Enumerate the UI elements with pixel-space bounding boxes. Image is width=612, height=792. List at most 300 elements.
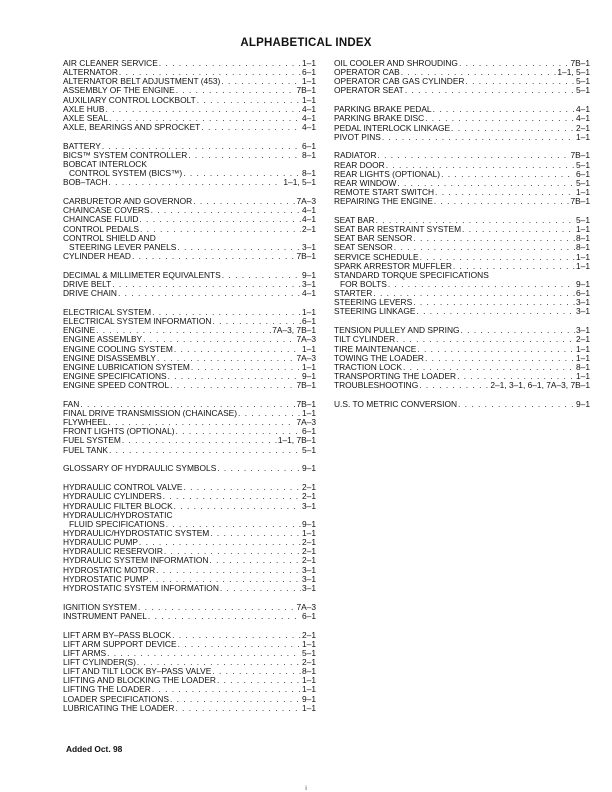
dot-leader bbox=[376, 216, 575, 225]
index-entry-page: 5–1 bbox=[576, 77, 590, 87]
index-entry-page: 7A–3 bbox=[296, 197, 316, 207]
index-entry-page: 8–1 bbox=[576, 234, 590, 244]
index-entry-label: LIFT ARM SUPPORT DEVICE bbox=[63, 639, 177, 649]
index-entry-page: 2–1 bbox=[576, 335, 590, 345]
dot-leader bbox=[191, 363, 301, 372]
page-title: ALPHABETICAL INDEX bbox=[240, 37, 372, 49]
index-entry-label: SEAT BAR SENSOR bbox=[334, 234, 413, 244]
index-entry-label: AUXILIARY CONTROL LOCKBOLT bbox=[63, 95, 196, 105]
index-entry-label: HYDRAULIC CONTROL VALVE bbox=[63, 483, 183, 493]
index-entry bbox=[63, 289, 316, 298]
index-entry-label: U.S. TO METRIC CONVERSION bbox=[334, 399, 458, 409]
index-entry-page: 3–1 bbox=[576, 307, 590, 317]
dot-leader bbox=[378, 152, 570, 161]
index-entry bbox=[63, 502, 316, 511]
dot-leader bbox=[417, 345, 575, 354]
dot-leader bbox=[178, 640, 301, 649]
dot-leader bbox=[164, 547, 301, 556]
index-entry-label: FOR BOLTS bbox=[340, 280, 387, 289]
index-entry-label: STANDARD TORQUE SPECIFICATIONS bbox=[334, 270, 489, 280]
index-entry bbox=[63, 556, 316, 565]
index-entry-label: TRACTION LOCK bbox=[334, 362, 402, 372]
index-entry-label: STEERING LINKAGE bbox=[334, 307, 416, 317]
index-entry-label: AIR CLEANER SERVICE bbox=[63, 59, 158, 68]
index-entry-page: 7B–1 bbox=[570, 197, 590, 207]
dot-leader bbox=[80, 400, 295, 409]
index-entry-label: DRIVE BELT bbox=[63, 280, 112, 289]
index-letter-group bbox=[63, 142, 316, 188]
index-entry bbox=[63, 308, 316, 317]
index-entry-label: HYDRAULIC FILTER BLOCK bbox=[63, 501, 173, 511]
dot-leader bbox=[183, 483, 301, 492]
dot-leader bbox=[157, 354, 296, 363]
index-entry-page: 1–1 bbox=[302, 307, 316, 317]
index-entry-label: CONTROL SYSTEM (BICS™) bbox=[69, 169, 183, 179]
index-entry-page: 4–1 bbox=[302, 113, 316, 123]
index-entry-label: FLUID SPECIFICATIONS bbox=[69, 519, 165, 529]
index-entry-page: 1–1 bbox=[302, 639, 316, 649]
index-entry bbox=[63, 225, 316, 234]
index-entry bbox=[63, 280, 316, 289]
index-entry bbox=[63, 464, 316, 473]
index-entry bbox=[63, 169, 316, 178]
dot-leader bbox=[434, 197, 570, 206]
index-entry-page: 8–1 bbox=[576, 362, 590, 372]
index-entry-label: ALTERNATOR bbox=[63, 68, 118, 78]
index-entry-page: 7A–3 bbox=[296, 335, 316, 345]
index-entry-label: FAN bbox=[63, 399, 80, 409]
dot-leader bbox=[419, 381, 489, 390]
index-entry-label: ENGINE ASSEMLBY bbox=[63, 335, 143, 345]
dot-leader bbox=[461, 326, 576, 335]
index-entry-label: LIFTING AND BLOCKING THE LOADER bbox=[63, 676, 216, 686]
index-entry-label: STARTER bbox=[334, 289, 373, 299]
index-entry bbox=[334, 188, 590, 197]
dot-leader bbox=[413, 298, 575, 307]
index-entry bbox=[334, 179, 590, 188]
dot-leader bbox=[396, 335, 575, 344]
index-entry-page: 7B–1 bbox=[296, 381, 316, 391]
index-entry-page: 5–1 bbox=[576, 86, 590, 96]
index-entry-page: 7B–1 bbox=[296, 252, 316, 262]
dot-leader bbox=[382, 133, 575, 142]
index-entry bbox=[334, 86, 590, 95]
index-entry-label: CHAINCASE COVERS bbox=[63, 206, 150, 216]
index-entry-page: 1–1 bbox=[576, 344, 590, 354]
index-entry bbox=[63, 96, 316, 105]
dot-leader bbox=[201, 123, 301, 132]
index-entry-page: 2–1 bbox=[302, 492, 316, 502]
index-entry-page: 7B–1 bbox=[296, 86, 316, 96]
index-entry bbox=[334, 363, 590, 372]
index-entry-page: 2–1 bbox=[302, 483, 316, 493]
index-entry bbox=[63, 658, 316, 667]
index-entry-page: 1–1, 5–1 bbox=[557, 68, 590, 78]
dot-leader bbox=[217, 464, 301, 473]
index-letter-group bbox=[334, 326, 590, 390]
dot-leader bbox=[462, 225, 575, 234]
index-entry bbox=[334, 133, 590, 142]
index-entry-label: IGNITION SYSTEM bbox=[63, 602, 137, 612]
index-column-right bbox=[334, 59, 590, 419]
dot-leader bbox=[435, 188, 575, 197]
index-entry-page: 1–1 bbox=[576, 252, 590, 262]
index-entry-label: PARKING BRAKE DISC bbox=[334, 114, 425, 124]
dot-leader bbox=[168, 372, 301, 381]
index-entry-label: HYDRAULIC PUMP bbox=[63, 538, 138, 548]
index-entry-label: AXLE, BEARINGS AND SPROCKET bbox=[63, 122, 201, 132]
index-entry-page: 9–1 bbox=[576, 399, 590, 409]
index-entry-label: BATTERY bbox=[63, 141, 101, 151]
dot-leader bbox=[401, 68, 557, 77]
index-entry-label: DECIMAL & MILLIMETER EQUIVALENTS bbox=[63, 270, 221, 280]
index-entry-label: HYDROSTATIC MOTOR bbox=[63, 565, 156, 575]
index-entry bbox=[63, 631, 316, 640]
index-entry-label: ASSEMBLY OF THE ENGINE bbox=[63, 86, 175, 96]
index-entry bbox=[63, 215, 316, 224]
index-entry-page: 3–1 bbox=[302, 583, 316, 593]
index-entry-label: SPARK ARRESTOR MUFFLER bbox=[334, 261, 452, 271]
dot-leader bbox=[222, 271, 301, 280]
index-entry-page: 1–1 bbox=[576, 225, 590, 235]
dot-leader bbox=[453, 262, 575, 271]
dot-leader bbox=[109, 178, 283, 187]
index-column-left bbox=[63, 59, 316, 723]
index-entry bbox=[334, 271, 590, 280]
dot-leader bbox=[138, 603, 295, 612]
index-entry bbox=[334, 253, 590, 262]
index-entry bbox=[334, 114, 590, 123]
index-entry bbox=[334, 68, 590, 77]
dot-leader bbox=[373, 289, 575, 298]
dot-leader bbox=[416, 307, 575, 316]
dot-leader bbox=[238, 409, 301, 418]
index-entry bbox=[63, 584, 316, 593]
index-entry-page: 6–1 bbox=[576, 289, 590, 299]
index-letter-group bbox=[63, 197, 316, 261]
index-entry-page: 8–1 bbox=[302, 169, 316, 179]
index-entry bbox=[63, 354, 316, 363]
index-entry-label: SERVICE SCHEDULE bbox=[334, 252, 419, 262]
dot-leader bbox=[458, 400, 575, 409]
index-entry-label: ENGINE DISASSEMBLY bbox=[63, 353, 156, 363]
dot-leader bbox=[176, 86, 296, 95]
index-entry bbox=[63, 695, 316, 704]
index-entry-page: 9–1 bbox=[302, 519, 316, 529]
dot-leader bbox=[109, 446, 301, 455]
index-letter-group bbox=[334, 400, 590, 409]
index-entry bbox=[63, 197, 316, 206]
index-letter-group bbox=[63, 271, 316, 298]
index-entry-label: TILT CYLINDER bbox=[334, 335, 396, 345]
index-entry bbox=[63, 142, 316, 151]
index-entry-page: 8–1 bbox=[576, 243, 590, 253]
dot-leader bbox=[441, 170, 575, 179]
index-entry bbox=[63, 704, 316, 713]
index-entry bbox=[334, 170, 590, 179]
dot-leader bbox=[177, 243, 301, 252]
index-entry-page: 9–1 bbox=[576, 280, 590, 289]
index-entry-label: TRANSPORTING THE LOADER bbox=[334, 371, 457, 381]
dot-leader bbox=[457, 372, 575, 381]
index-entry bbox=[63, 520, 316, 529]
index-entry-label: TIRE MAINTENANCE bbox=[334, 344, 417, 354]
index-entry bbox=[63, 566, 316, 575]
dot-leader bbox=[212, 667, 301, 676]
index-entry bbox=[334, 289, 590, 298]
index-entry-label: HYDRAULIC/HYDROSTATIC bbox=[63, 510, 173, 520]
index-entry-page: 7A–3 bbox=[296, 353, 316, 363]
dot-leader bbox=[220, 584, 301, 593]
index-entry-label: FRONT LIGHTS (OPTIONAL) bbox=[63, 427, 175, 437]
index-entry-label: ENGINE COOLING SYSTEM bbox=[63, 344, 173, 354]
index-entry-page: 2–1 bbox=[302, 630, 316, 640]
dot-leader bbox=[197, 96, 301, 105]
index-entry bbox=[63, 271, 316, 280]
index-entry bbox=[63, 372, 316, 381]
dot-leader bbox=[405, 86, 575, 95]
index-entry-page: 5–1 bbox=[302, 648, 316, 658]
dot-leader bbox=[109, 114, 301, 123]
index-entry-label: LIFT AND TILT LOCK BY–PASS VALVE bbox=[63, 667, 212, 677]
dot-leader bbox=[152, 308, 301, 317]
index-entry-label: PEDAL INTERLOCK LINKAGE bbox=[334, 123, 451, 133]
index-entry-page: 1–1 bbox=[576, 371, 590, 381]
index-entry-label: SEAT BAR bbox=[334, 216, 375, 226]
index-entry bbox=[63, 363, 316, 372]
index-entry bbox=[63, 418, 316, 427]
footer-note: Added Oct. 98 bbox=[66, 744, 123, 754]
index-entry bbox=[334, 298, 590, 307]
index-entry-page: 6–1 bbox=[302, 427, 316, 437]
dot-leader bbox=[112, 280, 301, 289]
index-entry-page: 4–1 bbox=[302, 289, 316, 299]
index-entry-page: 1–1 bbox=[576, 261, 590, 271]
index-entry-label: LUBRICATING THE LOADER bbox=[63, 703, 175, 713]
dot-leader bbox=[403, 363, 575, 372]
index-entry-page: 2–1 bbox=[302, 556, 316, 566]
index-entry bbox=[334, 354, 590, 363]
index-entry-label: RADIATOR bbox=[334, 151, 377, 161]
index-entry bbox=[63, 667, 316, 676]
index-entry-label: LIFT ARMS bbox=[63, 648, 107, 658]
dot-leader bbox=[451, 124, 575, 133]
index-entry-label: HYDRAULIC SYSTEM INFORMATION bbox=[63, 556, 209, 566]
dot-leader bbox=[425, 114, 575, 123]
index-entry-label: TENSION PULLEY AND SPRING bbox=[334, 326, 460, 336]
dot-leader bbox=[109, 418, 296, 427]
index-entry-label: LIFT ARM BY–PASS BLOCK bbox=[63, 630, 172, 640]
index-entry-label: FUEL SYSTEM bbox=[63, 436, 121, 446]
dot-leader bbox=[217, 676, 301, 685]
index-entry bbox=[63, 483, 316, 492]
dot-leader bbox=[210, 556, 302, 565]
index-entry-page: 5–1 bbox=[576, 178, 590, 188]
index-entry bbox=[63, 676, 316, 685]
dot-leader bbox=[170, 695, 301, 704]
dot-leader bbox=[174, 345, 301, 354]
index-entry-page: 1–1 bbox=[576, 353, 590, 363]
index-entry-page: 1–1 bbox=[302, 703, 316, 713]
index-entry bbox=[63, 234, 316, 243]
index-letter-group bbox=[63, 59, 316, 132]
index-entry-label: SEAT BAR RESTRAINT SYSTEM bbox=[334, 225, 462, 235]
index-entry bbox=[63, 243, 316, 252]
index-entry bbox=[63, 437, 316, 446]
index-entry bbox=[63, 345, 316, 354]
index-entry bbox=[63, 381, 316, 390]
index-entry-page: 7A–3 bbox=[296, 602, 316, 612]
index-entry bbox=[63, 511, 316, 520]
dot-leader bbox=[397, 179, 575, 188]
index-entry-page: 4–1 bbox=[302, 215, 316, 225]
index-entry-label: OPERATOR SEAT bbox=[334, 86, 404, 96]
index-entry-label: ENGINE LUBRICATION SYSTEM bbox=[63, 362, 190, 372]
index-entry-page: 1–1 bbox=[576, 188, 590, 198]
index-entry-page: 2–1 bbox=[576, 123, 590, 133]
index-letter-group bbox=[63, 308, 316, 390]
index-entry-page: 3–1 bbox=[302, 565, 316, 575]
index-entry-page: 3–1 bbox=[576, 326, 590, 336]
index-entry-page: 3–1 bbox=[302, 280, 316, 289]
dot-leader bbox=[118, 289, 301, 298]
index-entry-page: 1–1 bbox=[302, 95, 316, 105]
index-entry-label: STEERING LEVERS bbox=[334, 298, 413, 308]
dot-leader bbox=[425, 354, 575, 363]
dot-leader bbox=[149, 575, 301, 584]
index-entry bbox=[334, 243, 590, 252]
index-entry-label: OPERATOR CAB bbox=[334, 68, 400, 78]
index-letter-group bbox=[63, 464, 316, 473]
index-entry-page: 1–1, 5–1 bbox=[283, 178, 316, 188]
dot-leader bbox=[139, 215, 301, 224]
dot-leader bbox=[210, 529, 301, 538]
index-entry bbox=[334, 345, 590, 354]
index-entry bbox=[334, 124, 590, 133]
index-entry-page: 7B–1 bbox=[570, 151, 590, 161]
dot-leader bbox=[143, 335, 295, 344]
index-letter-group bbox=[63, 603, 316, 621]
dot-leader bbox=[170, 381, 295, 390]
index-entry bbox=[63, 409, 316, 418]
dot-leader bbox=[105, 105, 301, 114]
index-entry-page: 9–1 bbox=[302, 270, 316, 280]
dot-leader bbox=[151, 206, 301, 215]
index-entry-page: 3–1 bbox=[302, 242, 316, 252]
index-entry-page: 7A–3 bbox=[296, 418, 316, 428]
index-entry bbox=[334, 161, 590, 170]
index-entry-page: 1–1 bbox=[302, 59, 316, 68]
index-letter-group bbox=[334, 216, 590, 317]
index-entry-label: SEAT SENSOR bbox=[334, 243, 393, 253]
dot-leader bbox=[148, 612, 301, 621]
index-entry-label: HYDROSTATIC SYSTEM INFORMATION bbox=[63, 583, 219, 593]
index-entry bbox=[63, 105, 316, 114]
dot-leader bbox=[183, 169, 301, 178]
index-entry-page: 4–1 bbox=[302, 122, 316, 132]
dot-leader bbox=[388, 280, 575, 289]
index-entry-label: REAR LIGHTS (OPTIONAL) bbox=[334, 169, 441, 179]
index-entry bbox=[63, 86, 316, 95]
index-entry bbox=[63, 612, 316, 621]
index-entry-page: 8–1 bbox=[302, 150, 316, 160]
dot-leader bbox=[137, 658, 301, 667]
index-entry bbox=[63, 77, 316, 86]
index-entry bbox=[63, 160, 316, 169]
index-entry-label: LIFT CYLINDER(S) bbox=[63, 658, 136, 668]
index-entry-label: TOWING THE LOADER bbox=[334, 353, 424, 363]
index-entry bbox=[63, 446, 316, 455]
index-entry-page: 8–1 bbox=[302, 667, 316, 677]
index-entry bbox=[63, 529, 316, 538]
index-entry-label: FLYWHEEL bbox=[63, 418, 108, 428]
index-entry bbox=[63, 427, 316, 436]
index-entry-label: ENGINE SPEED CONTROL bbox=[63, 381, 170, 391]
index-entry-page: 3–1 bbox=[302, 574, 316, 584]
index-entry bbox=[63, 685, 316, 694]
index-entry bbox=[63, 335, 316, 344]
index-entry-label: ELECTRICAL SYSTEM INFORMATION bbox=[63, 317, 212, 327]
index-entry bbox=[334, 381, 590, 390]
index-entry-label: OIL COOLER AND SHROUDING bbox=[334, 59, 458, 68]
dot-leader bbox=[102, 142, 301, 151]
dot-leader bbox=[156, 566, 301, 575]
index-entry-page: 9–1 bbox=[302, 371, 316, 381]
index-entry-label: LIFTING THE LOADER bbox=[63, 685, 151, 695]
dot-leader bbox=[166, 520, 301, 529]
index-letter-group bbox=[63, 400, 316, 455]
index-entry-page: 1–1 bbox=[302, 362, 316, 372]
dot-leader bbox=[132, 252, 295, 261]
index-entry bbox=[63, 151, 316, 160]
index-entry bbox=[63, 68, 316, 77]
index-entry bbox=[63, 575, 316, 584]
index-entry-page: 1–1 bbox=[302, 685, 316, 695]
index-entry bbox=[63, 547, 316, 556]
index-entry-label: LOADER SPECIFICATIONS bbox=[63, 694, 169, 704]
index-entry bbox=[334, 326, 590, 335]
index-entry bbox=[63, 649, 316, 658]
index-entry-label: REAR DOOR bbox=[334, 160, 385, 170]
index-entry-page: 7B–1 bbox=[570, 59, 590, 68]
index-entry bbox=[334, 262, 590, 271]
dot-leader bbox=[193, 197, 295, 206]
index-entry bbox=[334, 152, 590, 161]
index-entry bbox=[334, 234, 590, 243]
index-entry-label: REMOTE START SWITCH bbox=[334, 188, 435, 198]
index-entry-label: ENGINE SPECIFICATIONS bbox=[63, 371, 167, 381]
index-entry bbox=[63, 59, 316, 68]
index-entry-page: 1–1 bbox=[302, 529, 316, 538]
index-entry-page: 6–1 bbox=[302, 317, 316, 327]
index-entry-label: HYDRAULIC RESERVOIR bbox=[63, 547, 163, 557]
dot-leader bbox=[386, 161, 575, 170]
dot-leader bbox=[175, 704, 301, 713]
index-entry-label: BOB–TACH bbox=[63, 178, 108, 188]
index-entry bbox=[63, 400, 316, 409]
index-entry bbox=[334, 225, 590, 234]
index-entry bbox=[63, 317, 316, 326]
index-entry bbox=[334, 335, 590, 344]
index-entry-label: INSTRUMENT PANEL bbox=[63, 611, 147, 621]
index-entry-label: CONTROL SHIELD AND bbox=[63, 233, 156, 243]
index-entry-page: 1–1 bbox=[576, 132, 590, 142]
index-entry-label: REAR WINDOW bbox=[334, 178, 397, 188]
dot-leader bbox=[163, 492, 301, 501]
index-entry-label: HYDRAULIC/HYDROSTATIC SYSTEM bbox=[63, 529, 210, 538]
dot-leader bbox=[176, 427, 301, 436]
dot-leader bbox=[140, 225, 301, 234]
